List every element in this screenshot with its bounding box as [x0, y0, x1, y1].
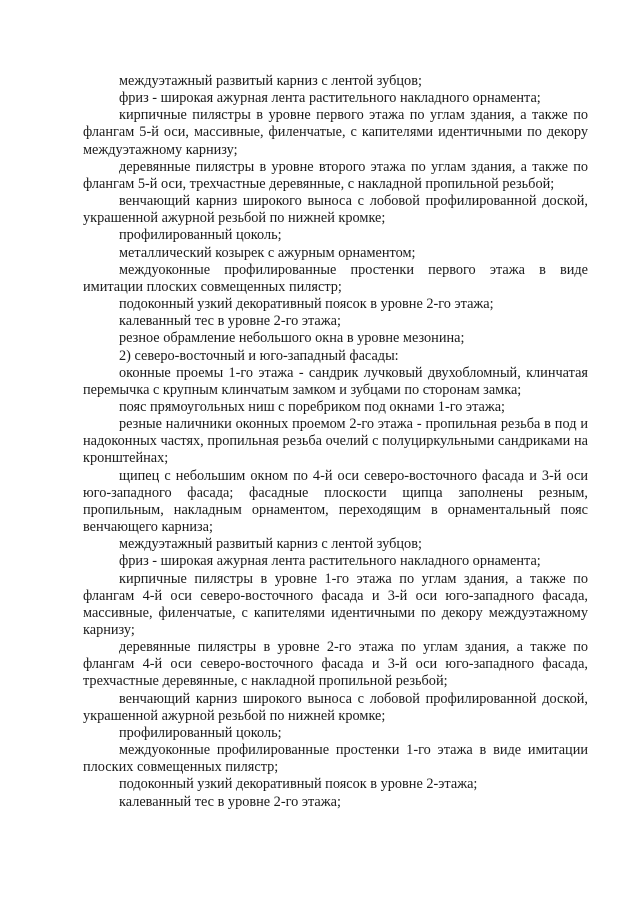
paragraph-piers-first-floor-2: междуоконные профилированные простенки 1-го этажа в виде имитации плоских совмещенных пилястр;	[83, 742, 588, 776]
document-page	[83, 73, 588, 811]
paragraph-gable: щипец с небольшим окном по 4-й оси северо-восточного фасада и 3-й оси юго-западного фасада; фасадные плоскости щипца заполнены резным, пропильным, накладным орнаментом, переходящим в орнаментальный пояс венчающего карниза;	[83, 467, 588, 536]
paragraph-crowning-cornice-2: венчающий карниз широкого выноса с лобовой профилированной доской, украшенной ажурной резьбой по нижней кромке;	[83, 690, 588, 724]
paragraph-frieze: фриз - широкая ажурная лента растительного накладного орнамента;	[119, 90, 541, 107]
paragraph-section-heading: 2) северо-восточный и юго-западный фасады:	[119, 347, 399, 364]
paragraph-crowning-cornice: венчающий карниз широкого выноса с лобовой профилированной доской, украшенной ажурной резьбой по нижней кромке;	[83, 193, 588, 227]
paragraph-mezzanine-window: резное обрамление небольшого окна в уровне мезонина;	[119, 330, 465, 347]
paragraph-niche-belt: пояс прямоугольных ниш с поребриком под окнами 1-го этажа;	[119, 398, 506, 415]
paragraph-frieze-2: фриз - широкая ажурная лента растительного накладного орнамента;	[119, 553, 541, 570]
paragraph-metal-canopy: металлический козырек с ажурным орнаментом;	[119, 244, 416, 261]
paragraph-cornice: междуэтажный развитый карниз с лентой зубцов;	[119, 73, 422, 89]
paragraph-brick-pilasters-2: кирпичные пилястры в уровне 1-го этажа по углам здания, а также по флангам 4-й оси северо-восточного фасада и 3-й оси юго-западного фасада, массивные, филенчатые, с капителями идентичными по декору междуэтажному карнизу;	[83, 570, 588, 638]
paragraph-wooden-pilasters: деревянные пилястры в уровне второго этажа по углам здания, а также по флангам 5-й оси, трехчастные деревянные, с накладной пропильной резьбой;	[83, 158, 588, 192]
paragraph-plinth: профилированный цоколь;	[119, 227, 282, 244]
paragraph-window-openings: оконные проемы 1-го этажа - сандрик лучковый двухобломный, клинчатая перемычка с крупным клинчатым замком и зубцами по сторонам замка;	[83, 364, 588, 398]
paragraph-sill-belt-2: подоконный узкий декоративный поясок в уровне 2-этажа;	[119, 776, 478, 793]
paragraph-boarding-2: калеванный тес в уровне 2-го этажа;	[119, 793, 341, 810]
paragraph-plinth-2: профилированный цоколь;	[119, 724, 282, 741]
paragraph-piers-first-floor: междуоконные профилированные простенки первого этажа в виде имитации плоских совмещенных пилястр;	[83, 261, 588, 295]
paragraph-carved-frames: резные наличники оконных проемом 2-го этажа - пропильная резьба в под и надоконных частях, пропильная резьба очелий с полуциркульными сандриками на кронштейнах;	[83, 416, 588, 467]
paragraph-wooden-pilasters-2: деревянные пилястры в уровне 2-го этажа по углам здания, а также по флангам 4-й оси северо-восточного фасада и 3-й оси юго-западного фасада, трехчастные деревянные, с накладной пропильной резьбой;	[83, 639, 588, 690]
paragraph-cornice-2: междуэтажный развитый карниз с лентой зубцов;	[119, 536, 422, 553]
paragraph-brick-pilasters: кирпичные пилястры в уровне первого этажа по углам здания, а также по флангам 5-й оси, массивные, филенчатые, с капителями идентичными по декору междуэтажному карнизу;	[83, 107, 588, 158]
paragraph-boarding: калеванный тес в уровне 2-го этажа;	[119, 313, 341, 330]
paragraph-sill-belt: подоконный узкий декоративный поясок в уровне 2-го этажа;	[119, 296, 494, 313]
